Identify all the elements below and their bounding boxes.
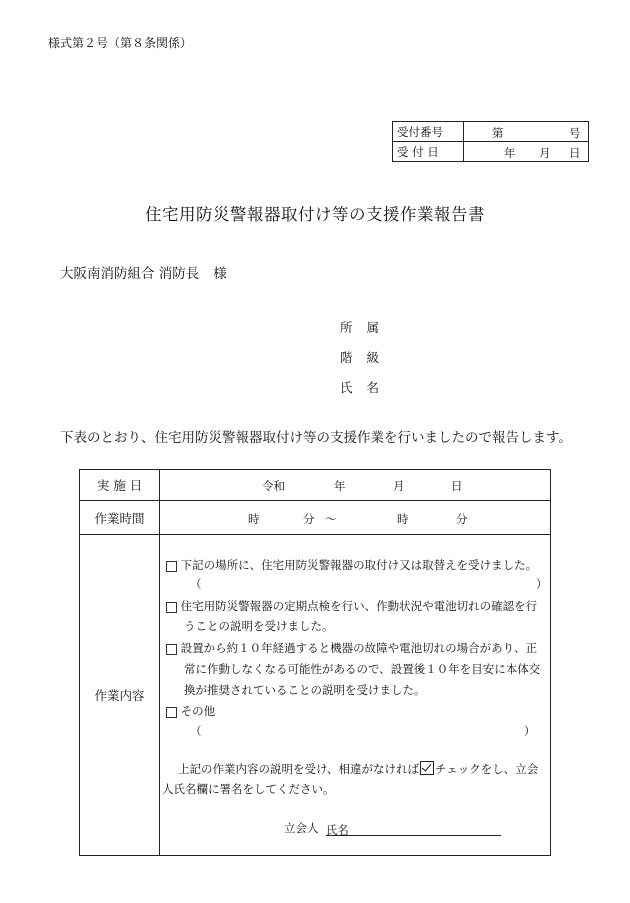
witness-signature — [284, 820, 501, 836]
reception-date-label: 受 付 日 — [393, 142, 464, 162]
witness-name-field[interactable] — [326, 822, 501, 836]
lead-text: 下表のとおり、住宅用防災警報器取付け等の支援作業を行いましたので報告します。 — [60, 430, 572, 446]
item-3-text: 設置から約１０年経過すると機器の故障や電池切れの場合があり、正 — [180, 641, 538, 655]
item-3-cont-1: 常に作動しなくなる可能性があるので、設置後１０年を目安に本体交 — [184, 662, 541, 676]
reception-day: 日 — [569, 146, 581, 160]
reception-year: 年 — [504, 146, 516, 160]
item-4-checkbox[interactable] — [166, 707, 177, 718]
item-1-paren-close: ） — [536, 577, 548, 591]
minute2-label: 分 — [456, 512, 468, 526]
era-label: 令和 — [262, 479, 285, 493]
check-mark-icon — [420, 761, 434, 775]
document-title: 住宅用防災警報器取付け等の支援作業報告書 — [145, 205, 485, 224]
reception-number-label: 受付番号 — [393, 122, 464, 142]
note-part-2: チェックをし、立会 — [435, 762, 539, 776]
item-1-text: 下記の場所に、住宅用防災警報器の取付け又は取替えを受けました。 — [180, 558, 538, 572]
item-4 — [166, 703, 215, 719]
item-4-text: その他 — [180, 704, 216, 718]
item-2-checkbox[interactable] — [166, 602, 177, 613]
reception-number-field[interactable] — [464, 122, 589, 142]
addressee — [60, 262, 227, 282]
affiliation-label: 所属 — [340, 320, 394, 335]
note-line-1 — [178, 761, 538, 777]
form-number: 様式第２号（第８条関係） — [48, 36, 193, 50]
witness-name-label: 氏名 — [325, 823, 349, 837]
note-part-1: 上記の作業内容の説明を受け、相違がなければ — [178, 762, 420, 776]
reception-go: 号 — [569, 126, 581, 140]
content-label: 作業内容 — [80, 535, 160, 856]
minute1-label: 分 — [303, 512, 315, 526]
tilde: ～ — [325, 512, 337, 526]
hour1-label: 時 — [248, 512, 260, 526]
reception-box — [392, 121, 589, 162]
item-4-paren-close: ） — [524, 724, 536, 738]
item-2-text: 住宅用防災警報器の定期点検を行い、作動状況や電池切れの確認を行 — [180, 599, 538, 613]
item-3 — [166, 640, 537, 656]
addressee-name: 大阪南消防組合 消防長 — [60, 266, 200, 282]
reception-dai: 第 — [492, 126, 504, 140]
date-label: 実 施 日 — [80, 470, 160, 501]
item-1 — [166, 557, 537, 573]
report-table — [79, 469, 551, 856]
date-field[interactable] — [160, 470, 551, 501]
rank-label: 階級 — [340, 350, 394, 365]
witness-label: 立会人 — [284, 821, 319, 835]
hour2-label: 時 — [397, 512, 409, 526]
item-4-paren-open: （ — [190, 724, 202, 738]
month-label: 月 — [393, 479, 405, 493]
year-label: 年 — [334, 479, 346, 493]
item-1-checkbox[interactable] — [166, 561, 177, 572]
item-2-cont: うことの説明を受けました。 — [184, 619, 334, 633]
time-field[interactable] — [160, 501, 551, 535]
item-3-checkbox[interactable] — [166, 644, 177, 655]
item-3-cont-2: 換が推奨されていることの説明を受けました。 — [184, 683, 426, 697]
reception-date-field[interactable] — [464, 142, 589, 162]
time-label: 作業時間 — [80, 501, 160, 535]
reception-month: 月 — [539, 146, 551, 160]
item-2 — [166, 598, 537, 614]
addressee-honorific: 様 — [213, 266, 227, 282]
name-label: 氏名 — [340, 380, 394, 395]
content-field — [160, 535, 551, 856]
day-label: 日 — [451, 479, 463, 493]
note-line-2: 人氏名欄に署名をしてください。 — [162, 782, 335, 796]
item-1-paren-open: （ — [190, 577, 202, 591]
